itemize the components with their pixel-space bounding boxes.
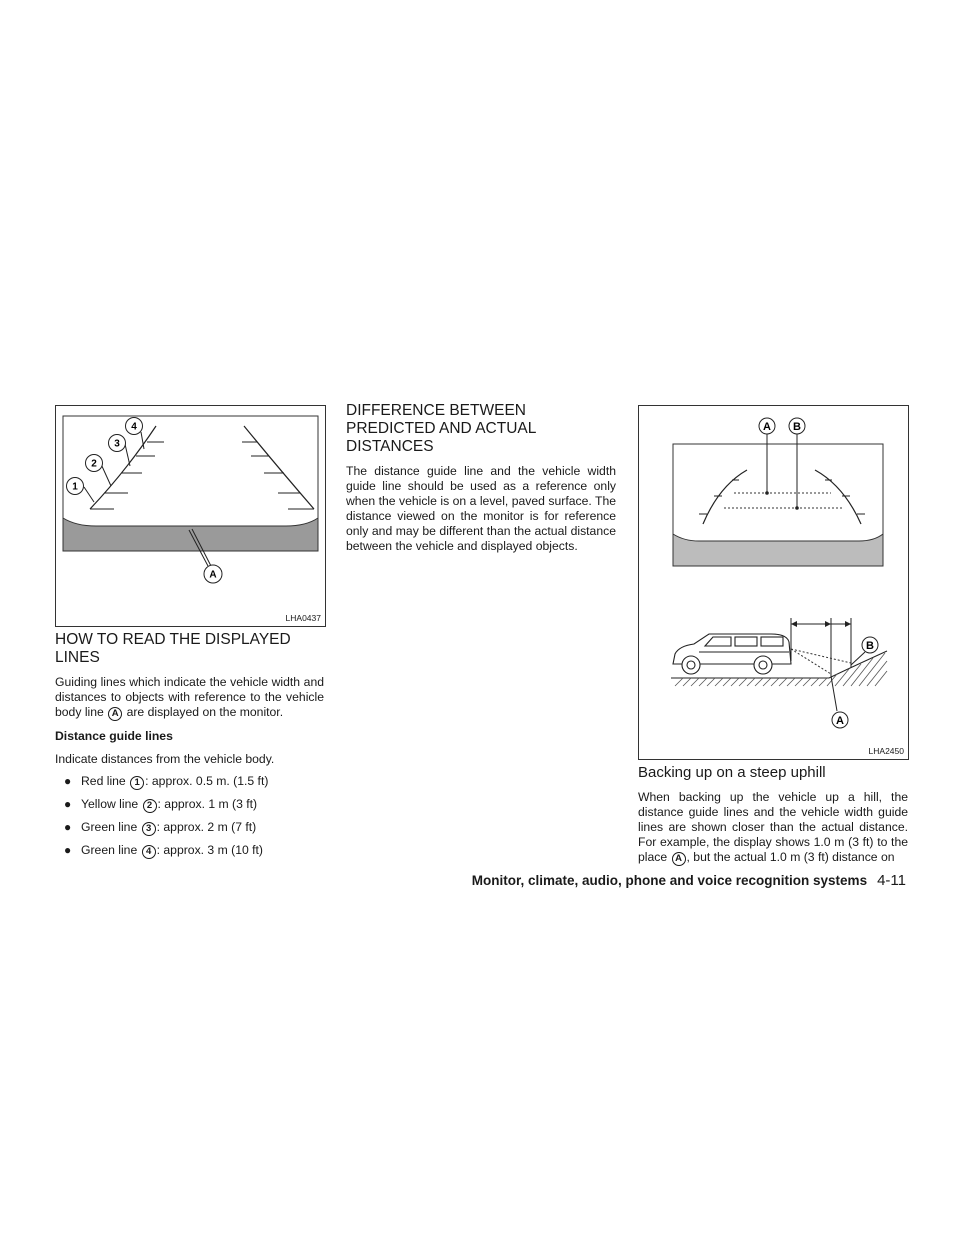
svg-text:B: B <box>866 640 874 652</box>
chapter-title: Monitor, climate, audio, phone and voice recognition systems <box>471 873 868 888</box>
body-paragraph: The distance guide line and the vehicle width guide line should be used as a reference only when the vehicle is on a level, paved surface. The distance viewed on the monitor is for reference only and may be different than the actual distance between the vehicle and displayed objects. <box>346 464 616 553</box>
svg-text:A: A <box>763 421 771 433</box>
callout-4 <box>126 418 143 435</box>
section-heading: DIFFERENCE BETWEEN PREDICTED AND ACTUAL DISTANCES <box>346 402 537 455</box>
page-number: 4-11 <box>877 872 906 889</box>
callout-a-side <box>832 712 848 728</box>
marker-a: A <box>672 852 686 866</box>
svg-text:2: 2 <box>91 458 97 470</box>
list-item: ● Green line 4 : approx. 3 m (10 ft) <box>64 843 263 857</box>
page-footer <box>472 872 906 889</box>
figure-id: LHA2450 <box>868 746 904 756</box>
section-how-to-read <box>55 631 324 866</box>
callout-a <box>759 418 775 434</box>
guide-lines-illustration <box>56 406 325 626</box>
bullet-icon: ● <box>64 797 72 811</box>
list-item: ● Yellow line 2 : approx. 1 m (3 ft) <box>64 797 258 811</box>
svg-text:A: A <box>836 715 844 727</box>
section-heading: Backing up on a steep uphill <box>638 764 826 781</box>
marker: 4 <box>142 845 156 859</box>
svg-text:4: 4 <box>131 421 137 433</box>
list-item: ● Red line 1 : approx. 0.5 m. (1.5 ft) <box>64 774 269 788</box>
uphill-illustration <box>639 406 908 759</box>
section-heading: HOW TO READ THE DISPLAYED LINES <box>55 631 291 666</box>
marker: 3 <box>142 822 156 836</box>
callout-a <box>204 565 222 583</box>
bullet-icon: ● <box>64 820 72 834</box>
callout-b-side <box>862 637 878 653</box>
callout-b <box>789 418 805 434</box>
marker: 2 <box>143 799 157 813</box>
bullet-icon: ● <box>64 843 72 857</box>
figure-guide-lines <box>55 405 326 627</box>
intro-paragraph: Guiding lines which indicate the vehicle width and distances to objects with reference to the vehicle body line A are displayed on the monitor. <box>55 675 324 719</box>
bullet-icon: ● <box>64 774 72 788</box>
callout-2 <box>86 455 103 472</box>
lead-text: Indicate distances from the vehicle body. <box>55 752 275 766</box>
subheading: Distance guide lines <box>55 729 173 743</box>
marker-a: A <box>108 707 122 721</box>
list-item: ● Green line 3 : approx. 2 m (7 ft) <box>64 820 257 834</box>
svg-text:1: 1 <box>72 481 78 493</box>
svg-text:3: 3 <box>114 438 120 450</box>
callout-1 <box>67 478 84 495</box>
svg-text:B: B <box>793 421 801 433</box>
callout-3 <box>109 435 126 452</box>
section-steep-uphill <box>638 764 908 866</box>
marker: 1 <box>130 776 144 790</box>
guide-line-list <box>55 774 324 866</box>
figure-uphill <box>638 405 909 760</box>
section-difference <box>346 402 616 554</box>
svg-text:A: A <box>209 569 217 581</box>
vehicle-icon <box>673 634 791 674</box>
figure-id: LHA0437 <box>285 613 321 623</box>
body-paragraph: When backing up the vehicle up a hill, the distance guide lines and the vehicle width guide lines are shown closer than the actual distance. For example, the display shows 1.0 m (3 ft) to the place A , but the actual 1.0 m (3 ft) distance on <box>638 790 908 864</box>
